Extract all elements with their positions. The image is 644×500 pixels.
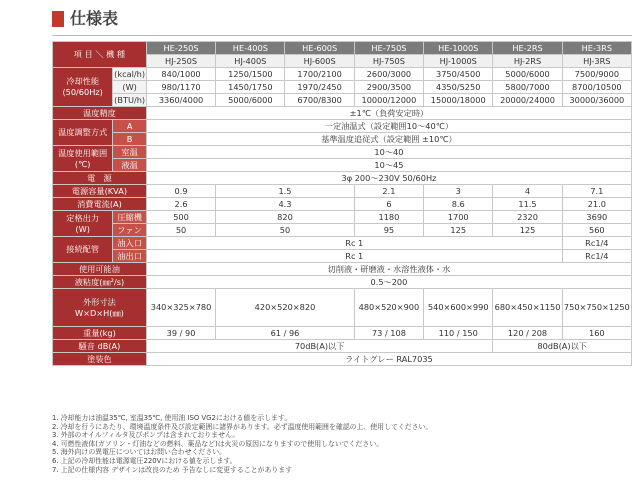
cooling-kcal-value: 1250/1500 [216,68,285,81]
cooling-kcal-value: 5000/6000 [493,68,562,81]
viscosity-row [53,276,632,289]
cooling-w-row [53,81,632,94]
output-fan-value: 125 [493,224,562,237]
weight-label: 重量(kg) [53,327,147,340]
cooling-btu-value: 3360/4000 [146,94,215,107]
piping-out-value: Rc1/4 [562,250,631,263]
weight-value: 110 / 150 [424,327,493,340]
current-value: 4.3 [216,198,355,211]
output-comp-value: 3690 [562,211,631,224]
current-row [53,198,632,211]
note-item: 7. 上記の仕様内容 デザインは改良のため 予告なしに変更することがあります [52,465,293,474]
dimensions-value: 540×600×990 [424,289,493,327]
model-he: HE-750S [354,42,423,55]
current-label: 消費電流(A) [53,198,147,211]
output-fan-value: 95 [354,224,423,237]
temp-range-room-label: 室温 [113,146,147,159]
temp-accuracy-label: 温度精度 [53,107,147,120]
weight-value: 73 / 108 [354,327,423,340]
cooling-btu-value: 15000/18000 [424,94,493,107]
cooling-btu-value: 20000/24000 [493,94,562,107]
model-he: HE-250S [146,42,215,55]
output-fan-value: 50 [146,224,215,237]
cooling-unit-kcal: (kcal/h) [114,68,146,79]
cooling-w-value: 980/1170 [146,81,215,94]
cooling-kcal-row [53,68,632,81]
output-comp-row [53,211,632,224]
temp-control-b-value: 基準温度追従式（設定範囲 ±10℃） [146,133,631,146]
current-value: 11.5 [493,198,562,211]
power-value: 3φ 200〜230V 50/60Hz [146,172,631,185]
temp-range-label: 温度使用範囲 (℃) [53,146,113,172]
dimensions-label: 外形寸法 W×D×H(㎜) [53,289,147,327]
page-title: 仕様表 [70,9,119,28]
cooling-kcal-value: 840/1000 [146,68,215,81]
current-value: 2.6 [146,198,215,211]
temp-control-label: 温度調整方式 [53,120,113,146]
temp-range-room-value: 10〜40 [146,146,631,159]
dimensions-value: 750×750×1250 [562,289,631,327]
note-item: 1. 冷却能力は油温35℃, 室温35℃, 使用油 ISO VG2における値を示します。 [52,414,292,422]
output-fan-row [53,224,632,237]
paint-label: 塗装色 [53,353,147,366]
cooling-kcal-value: 7500/9000 [562,68,631,81]
viscosity-value: 0.5〜200 [146,276,631,289]
cooling-w-value: 5800/7000 [493,81,562,94]
piping-out-value: Rc 1 [146,250,562,263]
note-item: 5. 海外向けの異電圧についてはお問い合わせください。 [52,448,226,457]
weight-value: 39 / 90 [146,327,215,340]
power-row [53,172,632,185]
note-item: 3. 外部のオイルフィルタ及びポンプは含まれておりません。 [52,431,240,440]
temp-accuracy-row [53,107,632,120]
piping-out-row [53,250,632,263]
output-comp-value: 500 [146,211,215,224]
oil-row [53,263,632,276]
dimensions-value: 480×520×900 [354,289,423,327]
current-value: 8.6 [424,198,493,211]
capacity-value: 0.9 [146,185,215,198]
output-comp-value: 1700 [424,211,493,224]
capacity-label: 電源容量(KVA) [53,185,147,198]
cooling-btu-value: 5000/6000 [216,94,285,107]
temp-control-b-label: B [113,133,147,146]
temp-control-a-label: A [113,120,147,133]
cooling-w-value: 1450/1750 [216,81,285,94]
temp-accuracy-value: ±1℃（負荷安定時） [146,107,631,120]
noise-value: 80dB(A)以下 [493,340,632,353]
cooling-btu-value: 30000/36000 [562,94,631,107]
piping-out-label: 油出口 [113,250,147,263]
notes-list [52,414,632,474]
cooling-kcal-value: 2600/3000 [354,68,423,81]
model-hj: HJ-600S [285,55,354,68]
piping-in-value: Rc 1 [146,237,562,250]
header-row-he [53,42,632,55]
note-item: 2. 冷却を行うにあたり、環境温度条件及び設定範囲に諸界があります。必ず温度使用範囲を確認の上、使用してください。 [52,422,433,431]
cooling-w-value: 2900/3500 [354,81,423,94]
model-he: HE-3RS [562,42,631,55]
capacity-value: 4 [493,185,562,198]
model-hj: HJ-1000S [424,55,493,68]
piping-in-row [53,237,632,250]
noise-label: 騒音 dB(A) [53,340,147,353]
noise-row [53,340,632,353]
current-value: 21.0 [562,198,631,211]
piping-in-label: 油入口 [113,237,147,250]
output-comp-value: 820 [216,211,355,224]
paint-row [53,353,632,366]
viscosity-label: 液粘度(㎜²/s) [53,276,147,289]
temp-range-liquid-row [53,159,632,172]
note-item: 4. 可燃性液体(ガソリン・灯油などの燃料、薬品など)は火災の原因になりますので使用しないでください。 [52,439,384,448]
temp-control-a-value: 一定油温式（設定範囲10〜40℃） [146,120,631,133]
output-fan-label: ファン [113,224,147,237]
output-label: 定格出力 (W) [53,211,113,237]
weight-value: 160 [562,327,631,340]
weight-value: 61 / 96 [216,327,355,340]
model-he: HE-1000S [424,42,493,55]
oil-value: 切削液・研磨液・水溶性液体・水 [146,263,631,276]
temp-control-b-row [53,133,632,146]
cooling-unit-btu: (BTU/h) [114,94,146,105]
title-bar [52,8,632,32]
cooling-w-value: 1970/2450 [285,81,354,94]
dimensions-value: 680×450×1150 [493,289,562,327]
temp-range-liquid-value: 10〜45 [146,159,631,172]
output-comp-value: 1180 [354,211,423,224]
dimensions-row [53,289,632,327]
title-marker-icon [52,11,64,27]
output-comp-value: 2320 [493,211,562,224]
output-fan-value: 560 [562,224,631,237]
current-value: 6 [354,198,423,211]
model-he: HE-400S [216,42,285,55]
cooling-unit-w: (W) [113,81,147,94]
cooling-kcal-value: 1700/2100 [285,68,354,81]
output-fan-value: 125 [424,224,493,237]
noise-value: 70dB(A)以下 [146,340,492,353]
cooling-w-value: 4350/5250 [424,81,493,94]
cooling-w-value: 8700/10500 [562,81,631,94]
output-comp-label: 圧縮機 [113,211,147,224]
capacity-value: 2.1 [354,185,423,198]
spec-table [52,41,632,366]
model-hj: HJ-2RS [493,55,562,68]
capacity-value: 7.1 [562,185,631,198]
model-hj: HJ-400S [216,55,285,68]
header-label: 項 目 ＼ 機 種 [53,42,147,68]
capacity-row [53,185,632,198]
model-he: HE-2RS [493,42,562,55]
piping-in-value: Rc1/4 [562,237,631,250]
temp-range-liquid-label: 液温 [113,159,147,172]
model-he: HE-600S [285,42,354,55]
temp-control-a-row [53,120,632,133]
output-fan-value: 50 [216,224,355,237]
note-item: 6. 上記の冷却性能は電源電圧220Vにおける値を示します。 [52,456,237,465]
capacity-value: 1.5 [216,185,355,198]
cooling-btu-value: 6700/8300 [285,94,354,107]
paint-value: ライトグレー RAL7035 [146,353,631,366]
model-hj: HJ-750S [354,55,423,68]
cooling-btu-row [53,94,632,107]
piping-label: 接続配管 [53,237,113,263]
dimensions-value: 420×520×820 [216,289,355,327]
power-label: 電 源 [53,172,147,185]
weight-value: 120 / 208 [493,327,562,340]
dimensions-value: 340×325×780 [146,289,215,327]
capacity-value: 3 [424,185,493,198]
cooling-kcal-value: 3750/4500 [424,68,493,81]
model-hj: HJ-3RS [562,55,631,68]
model-hj: HJ-250S [146,55,215,68]
cooling-label: 冷却性能 (50/60Hz) [53,68,113,107]
title-divider [52,35,632,36]
weight-row [53,327,632,340]
oil-label: 使用可能油 [53,263,147,276]
cooling-btu-value: 10000/12000 [354,94,423,107]
temp-range-room-row [53,146,632,159]
